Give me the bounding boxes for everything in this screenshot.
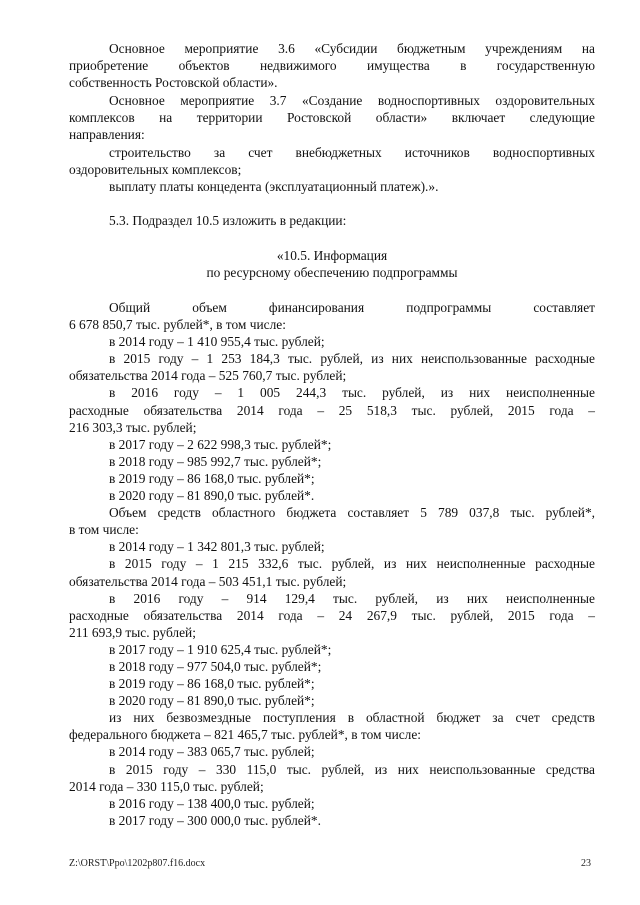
paragraph-5-3: [69, 212, 595, 229]
text-line: из них безвозмездные поступления в областной бюджет за счет средств: [109, 710, 595, 726]
text-line: Общий объем финансирования подпрограммы составляет: [109, 300, 595, 315]
text-line: в 2015 году – 1 215 332,6 тыс. рублей, из них неисполненные расходные: [109, 556, 595, 572]
text-line: в 2016 году – 914 129,4 тыс. рублей, из них неисполненные: [109, 590, 595, 606]
text-line: в 2019 году – 86 168,0 тыс. рублей*;: [109, 470, 315, 486]
heading-line: «10.5. Информация: [276, 248, 388, 263]
heading-line: по ресурсному обеспечению подпрограммы: [206, 265, 458, 281]
text-line: 216 303,3 тыс. рублей;: [69, 419, 197, 435]
text-line: 5.3. Подраздел 10.5 изложить в редакции:: [109, 213, 347, 228]
text-line: комплексов на территории Ростовской области» включает следующие: [69, 110, 595, 126]
text-line: в 2014 году – 1 410 955,4 тыс. рублей;: [109, 334, 325, 350]
text-line: Основное мероприятие 3.6 «Субсидии бюджетным учреждениям на: [109, 41, 595, 56]
text-line: в 2016 году – 138 400,0 тыс. рублей;: [109, 795, 315, 811]
text-line: в том числе:: [69, 522, 139, 538]
text-line: 211 693,9 тыс. рублей;: [69, 624, 196, 640]
page-number: 23: [581, 858, 591, 869]
text-line: расходные обязательства 2014 года – 24 267,9 тыс. рублей, 2015 года –: [69, 607, 595, 623]
text-line: строительство за счет внебюджетных источников водноспортивных: [109, 145, 595, 160]
text-line: в 2017 году – 1 910 625,4 тыс. рублей*;: [109, 641, 332, 657]
text-line: приобретение объектов недвижимого имущества в государственную: [69, 58, 595, 74]
text-line: 6 678 850,7 тыс. рублей*, в том числе:: [69, 317, 286, 333]
paragraph-payment: [69, 178, 595, 195]
text-line: в 2016 году – 1 005 244,3 тыс. рублей, из них неисполненные: [109, 385, 595, 401]
text-line: обязательства 2014 года – 525 760,7 тыс. рублей;: [69, 368, 347, 384]
text-line: в 2018 году – 977 504,0 тыс. рублей*;: [109, 658, 322, 674]
text-line: в 2015 году – 1 253 184,3 тыс. рублей, из них неиспользованные расходные: [109, 351, 595, 367]
text-line: в 2014 году – 383 065,7 тыс. рублей;: [109, 744, 315, 760]
text-line: 2014 года – 330 115,0 тыс. рублей;: [69, 778, 264, 794]
text-line: в 2020 году – 81 890,0 тыс. рублей*;: [109, 693, 315, 709]
text-line: в 2014 году – 1 342 801,3 тыс. рублей;: [109, 539, 325, 555]
text-line: выплату платы концедента (эксплуатационный платеж).».: [109, 179, 439, 194]
file-path: Z:\ORST\Ppo\1202p807.f16.docx: [69, 858, 206, 869]
text-line: в 2017 году – 300 000,0 тыс. рублей*.: [109, 812, 321, 828]
text-line: федерального бюджета – 821 465,7 тыс. рублей*, в том числе:: [69, 727, 422, 743]
text-line: оздоровительных комплексов;: [69, 162, 242, 178]
text-line: в 2015 году – 330 115,0 тыс. рублей, из них неиспользованные средства: [109, 761, 595, 777]
paragraph-measure-3-7: [69, 92, 595, 143]
text-line: собственность Ростовской области».: [69, 75, 278, 91]
text-line: Объем средств областного бюджета составляет 5 789 037,8 тыс. рублей*,: [109, 505, 595, 521]
text-line: в 2017 году – 2 622 998,3 тыс. рублей*;: [109, 436, 332, 452]
paragraph-construction: [69, 144, 595, 178]
text-line: в 2020 году – 81 890,0 тыс. рублей*.: [109, 488, 315, 504]
text-line: Основное мероприятие 3.7 «Создание водноспортивных оздоровительных: [109, 93, 595, 108]
text-line: в 2019 году – 86 168,0 тыс. рублей*;: [109, 676, 315, 692]
text-line: расходные обязательства 2014 года – 25 518,3 тыс. рублей, 2015 года –: [69, 402, 595, 418]
paragraph-measure-3-6: [69, 40, 595, 91]
paragraph-total-financing: [69, 299, 595, 829]
text-line: направления:: [69, 127, 145, 143]
text-line: обязательства 2014 года – 503 451,1 тыс. рублей;: [69, 573, 347, 589]
section-heading: [69, 247, 595, 281]
text-line: в 2018 году – 985 992,7 тыс. рублей*;: [109, 453, 322, 469]
